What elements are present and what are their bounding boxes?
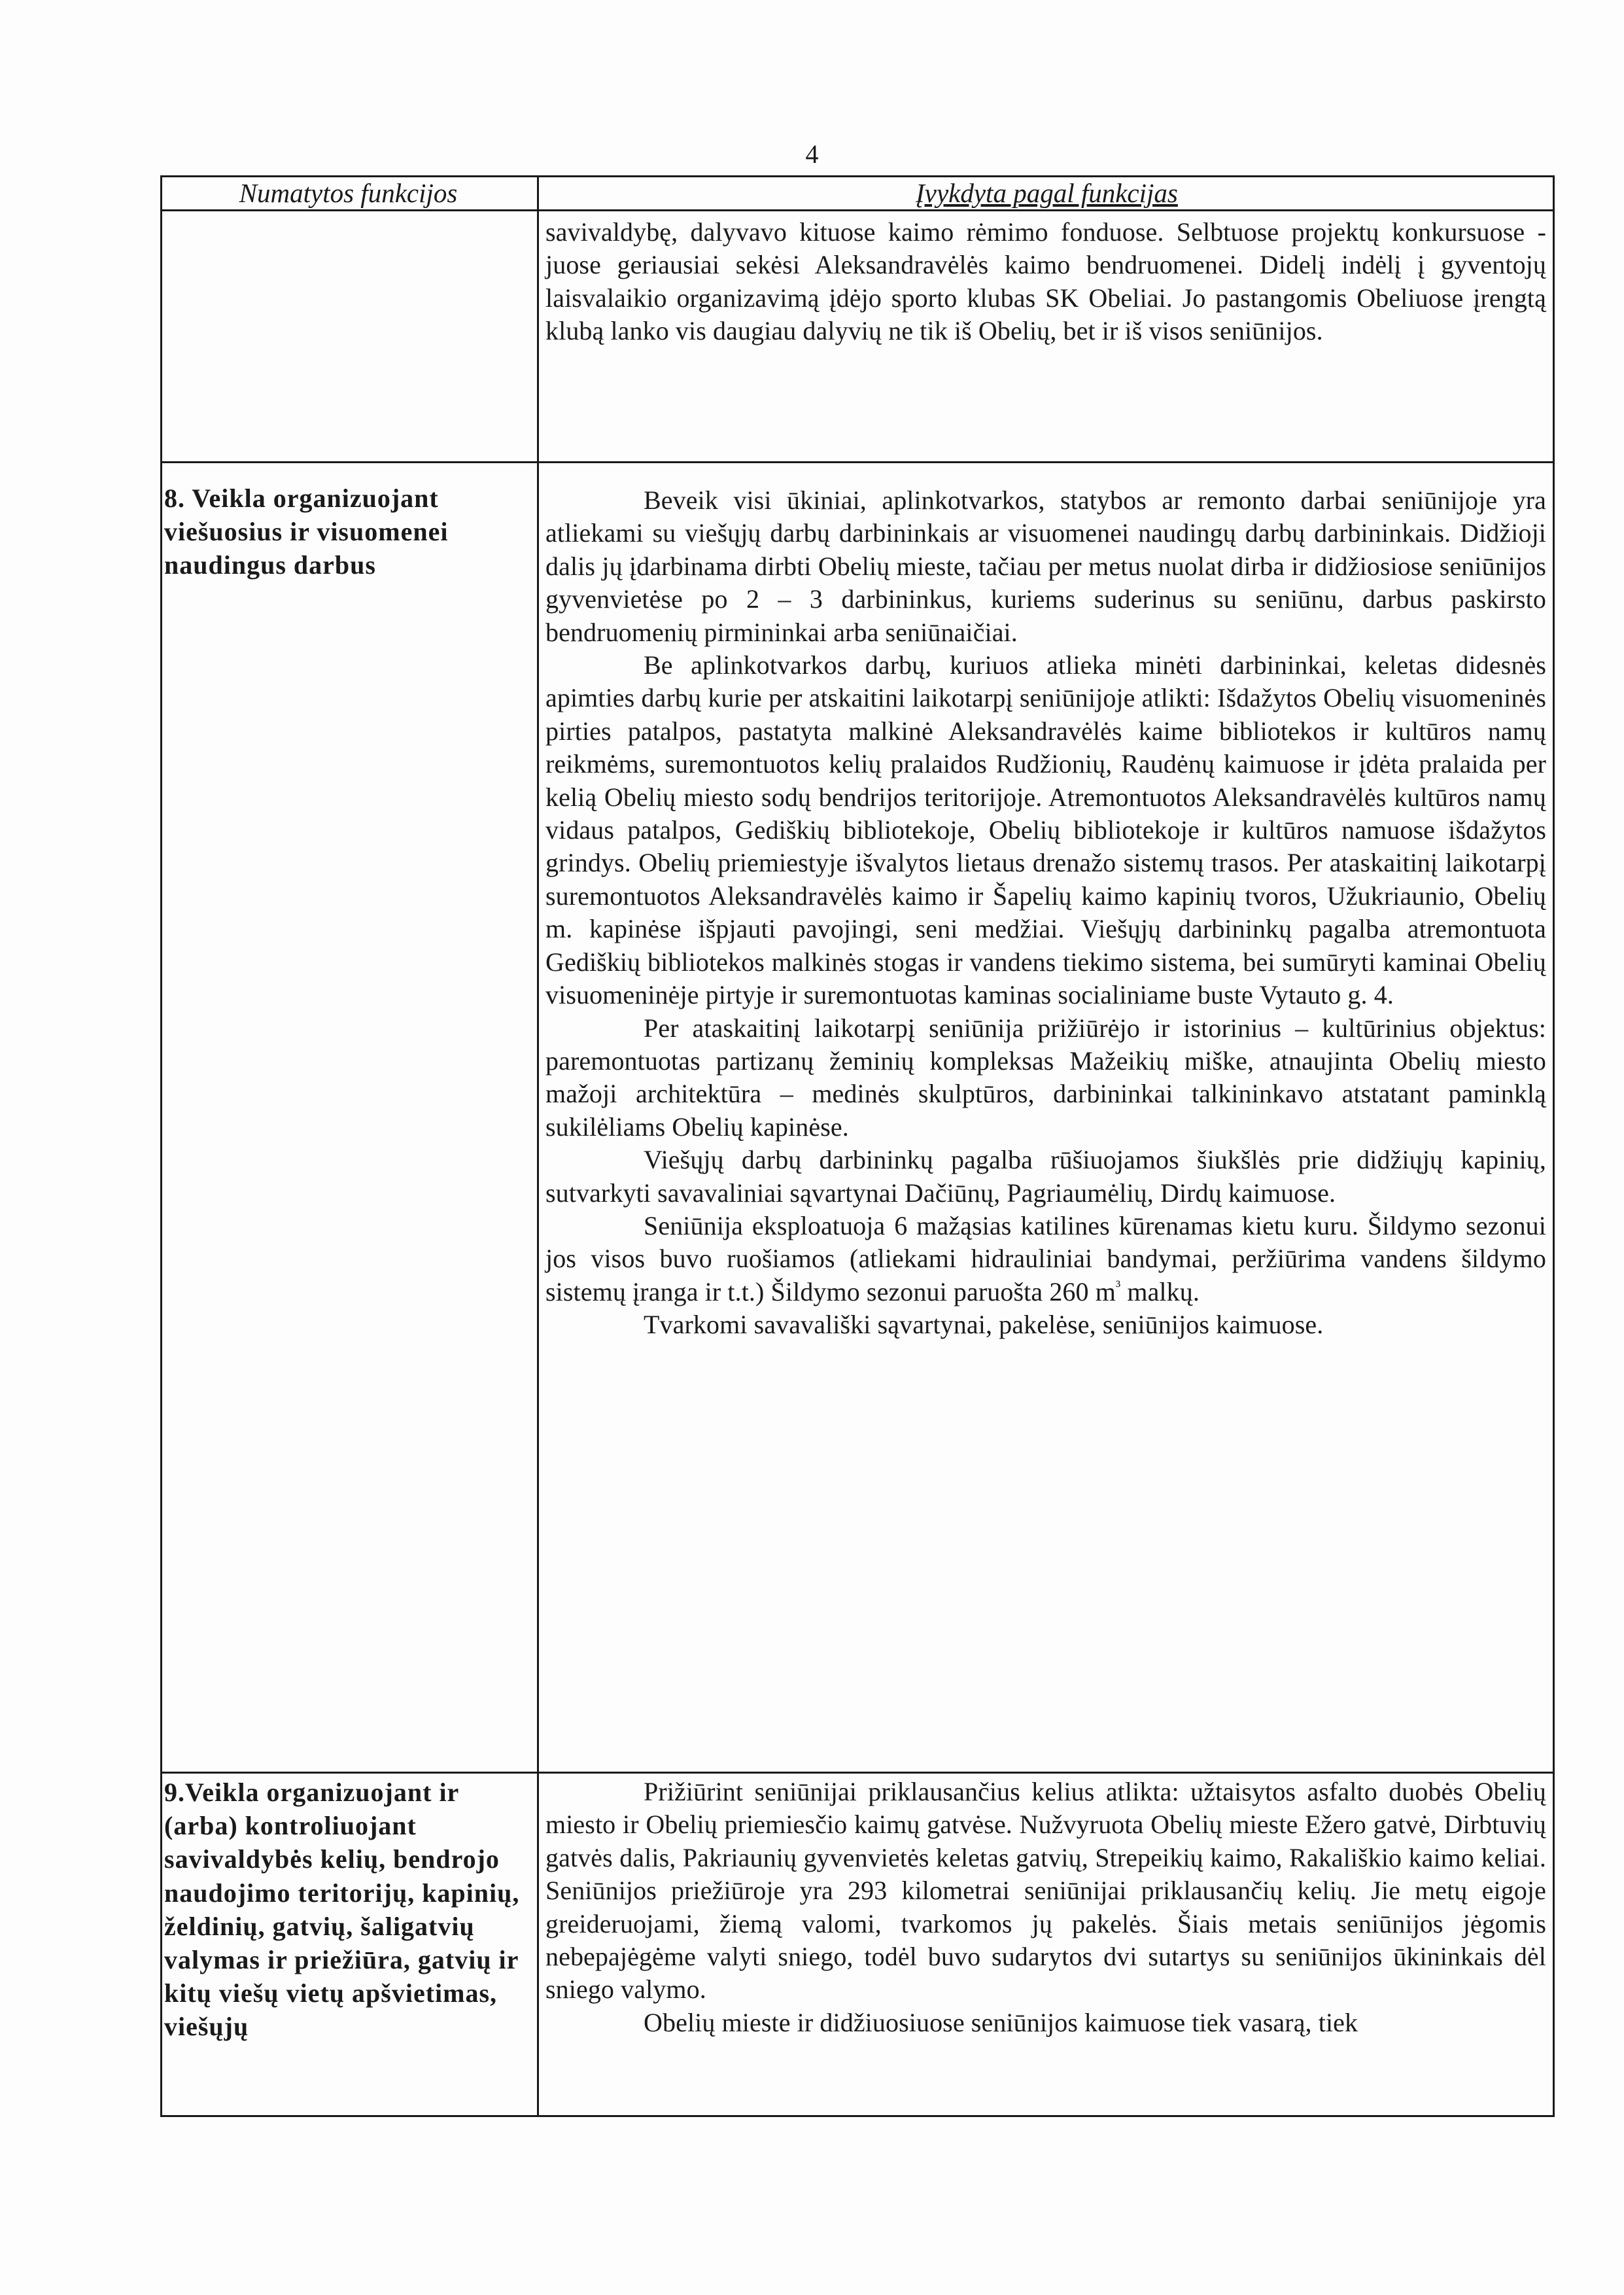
- cubic-superscript: ³: [1115, 1278, 1121, 1295]
- row8-paragraph-4: Viešųjų darbų darbininkų pagalba rūšiuojamos šiukšlės prie didžiųjų kapinių, sutvarkyti savavaliniai sąvartynai Dačiūnų, Pagriaumėlių, Dirdų kaimuose.: [545, 1145, 1546, 1208]
- row1-text: [545, 216, 1546, 348]
- row8-text: [545, 484, 1546, 1342]
- row8-paragraph-5: [545, 1210, 1546, 1308]
- row8-paragraph-3: Per ataskaitinį laikotarpį seniūnija prižiūrėjo ir istorinius – kultūrinius objektus: paremontuotas partizanų žeminių kompleksas Mažeikių miške, atnaujinta Obelių miesto mažoji architektūra – medinės skulptūros, darbininkai talkininkavo atstatant paminklą sukilėliams Obelių kapinėse.: [545, 1013, 1546, 1142]
- row1-bottom-border: [160, 461, 1555, 463]
- row8-paragraph-1: Beveik visi ūkiniai, aplinkotvarkos, statybos ar remonto darbai seniūnijoje yra atliekami su viešųjų darbų darbininkais ar visuomenei naudingų darbų darbininkais. Didžioji dalis jų įdarbinama dirbti Obelių mieste, tačiau per metus nuolat dirba ir didžiosiose seniūnijos gyvenvietėse po 2 – 3 darbininkus, kuriems suderinus su seniūnu, darbus paskirsto bendruomenių pirmininkai arba seniūnaičiai.: [545, 485, 1546, 647]
- row9-text: [545, 1776, 1546, 2039]
- column-divider: [537, 175, 539, 2117]
- row9-paragraph-1: Prižiūrint seniūnijai priklausančius kelius atlikta: užtaisytos asfalto duobės Obelių miesto ir Obelių priemiesčio kaimų gatvėse. Nužvyruota Obelių mieste Ežero gatvė, Dirbtuvių gatvės dalis, Pakriaunių gyvenvietės keletas gatvių, Strepeikių kaimo, Rakališkio kaimo keliai. Seniūnijos priežiūroje yra 293 kilometrai seniūnijai priklausančių kelių. Jie metų eigoje greideruojami, žiemą valomi, tvarkomos jų pakelės. Šiais metais seniūnijos jėgomis nebepajėgėme valyti sniego, todėl buvo sudarytos dvi sutartys su seniūnijos ūkininkais dėl sniego valymo.: [545, 1777, 1546, 2005]
- table-bottom-border: [160, 2115, 1555, 2117]
- header-planned-functions: Numatytos funkcijos: [239, 178, 458, 208]
- row8-paragraph-2: Be aplinkotvarkos darbų, kuriuos atlieka minėti darbininkai, keletas didesnės apimties darbų kurie per atskaitini laikotarpį seniūnijoje atlikti: Išdažytos Obelių visuomeninės pirties patalpos, pastatyta malkinė Aleksandravėlės kaime bibliotekos ir kultūros namų reikmėms, suremontuotos kelių pralaidos Rudžionių, Raudėnų kaimuose ir įdėta pralaida per kelią Obelių miesto sodų bendrijos teritorijoje. Atremontuotos Aleksandravėlės kultūros namų vidaus patalpos, Gediškių bibliotekoje, Obelių bibliotekoje ir kultūros namuose išdažytos grindys. Obelių priemiestyje išvalytos lietaus drenažo sistemų trasos. Per ataskaitinį laikotarpį suremontuotos Aleksandravėlės kaimo ir Šapelių kaimo kapinių tvoros, Užukriaunio, Obelių m. kapinėse išpjauti pavojingi, seni medžiai. Viešųjų darbininkų pagalba atremontuota Gediškių bibliotekos malkinės stogas ir vandens tiekimo sistema, bei sumūryti kaminai Obelių visuomeninėje pirtyje ir suremontuotas kaminas socialiniame buste Vytauto g. 4.: [545, 650, 1546, 1010]
- row8-paragraph-5-end: malkų.: [1120, 1276, 1200, 1306]
- page-number: 4: [805, 139, 819, 169]
- functions-table: [160, 175, 1555, 2117]
- row8-paragraph-6: Tvarkomi savavališki sąvartynai, pakelėse, seniūnijos kaimuose.: [644, 1310, 1324, 1340]
- header-bottom-border: [160, 209, 1555, 211]
- row8-paragraph-5-main: Seniūnija eksploatuoja 6 mažąsias katilines kūrenamas kietu kuru. Šildymo sezonui jos visos buvo ruošiamos (atliekami hidrauliniai bandymai, peržiūrima vandens šildymo sistemų įranga ir t.t.) Šildymo sezonui paruošta 260 m: [545, 1210, 1546, 1306]
- row9-paragraph-2: Obelių mieste ir didžiuosiuose seniūnijos kaimuose tiek vasarą, tiek: [644, 2007, 1358, 2037]
- table-left-border: [160, 175, 162, 2117]
- row9-title: 9.Veikla organizuojant ir (arba) kontroliuojant savivaldybės kelių, bendrojo naudojimo teritorijų, kapinių, želdinių, gatvių, šaligatvių valymas ir priežiūra, gatvių ir kitų viešų vietų apšvietimas, viešųjų: [164, 1778, 520, 2042]
- header-completed-functions: Įvykdyta pagal funkcijas: [916, 178, 1178, 208]
- row1-paragraph-1: savivaldybę, dalyvavo kituose kaimo rėmimo fonduose. Selbtuose projektų konkursuose - juose geriausiai sekėsi Aleksandravėlės kaimo bendruomenei. Didelį indėlį į gyventojų laisvalaikio organizavimą įdėjo sporto klubas SK Obeliai. Jo pastangomis Obeliuose įrengtą klubą lanko vis daugiau dalyvių ne tik iš Obelių, bet ir iš visos seniūnijos.: [545, 217, 1546, 346]
- row8-bottom-border: [160, 1772, 1555, 1774]
- table-right-border: [1553, 175, 1555, 2117]
- row8-title: 8. Veikla organizuojant viešuosius ir visuomenei naudingus darbus: [164, 483, 449, 580]
